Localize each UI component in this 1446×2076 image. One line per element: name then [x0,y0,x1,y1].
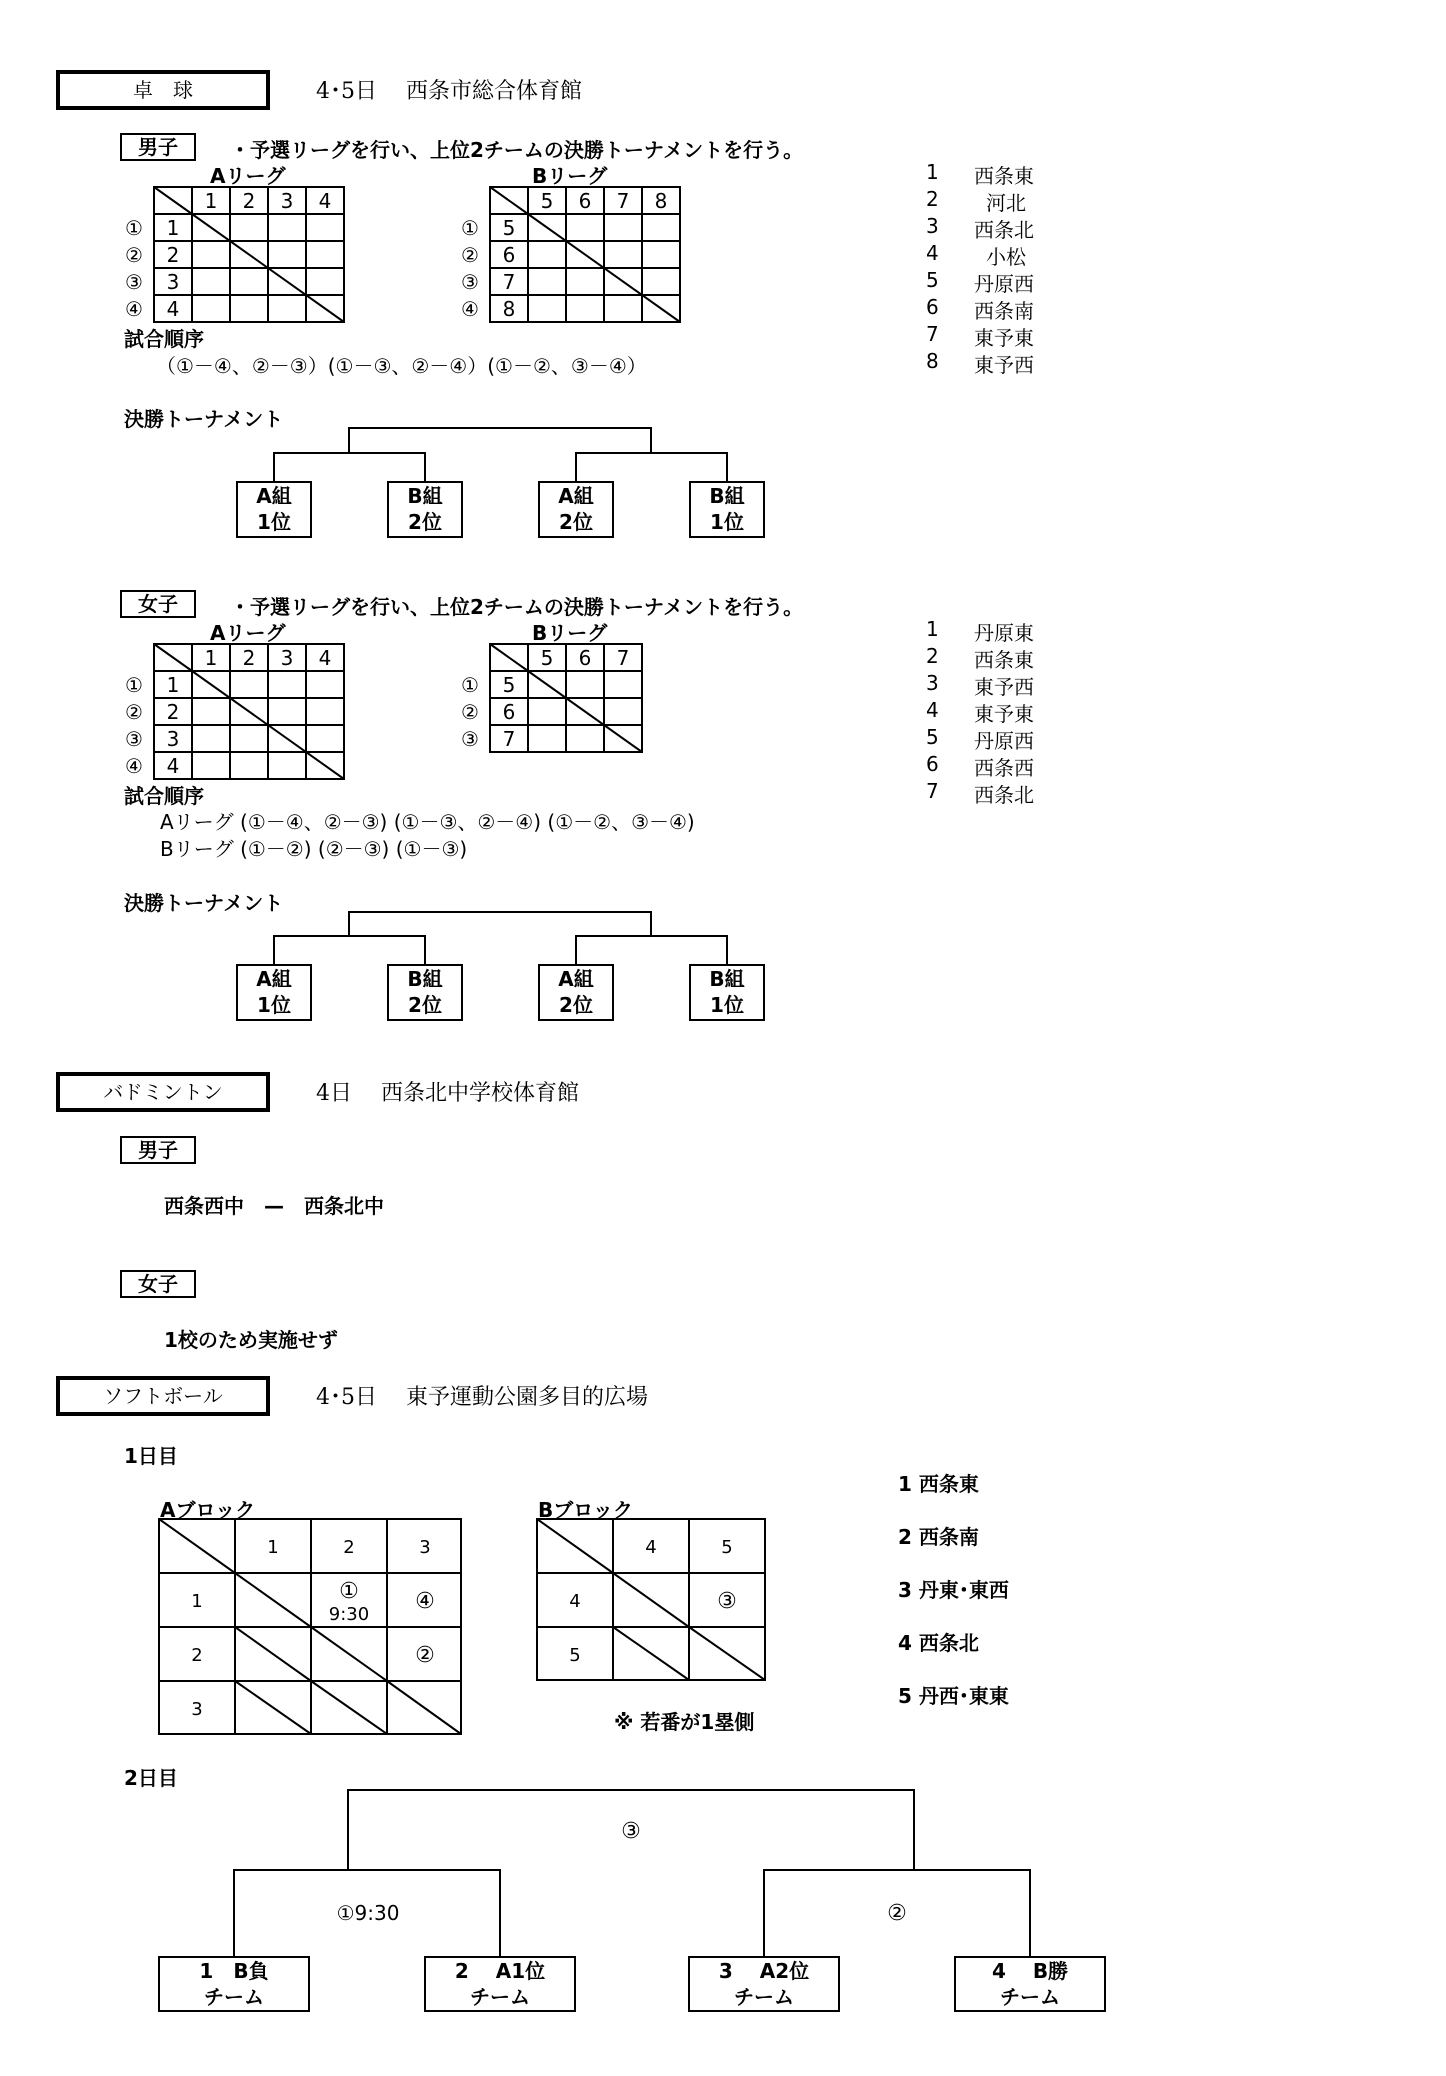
badminton-boys-match: 西条西中 — 西条北中 [164,1194,384,1218]
bracket-slot-line2: 1位 [710,510,744,534]
tt-girls-a-col-1: 1 [204,646,218,670]
tt-girls-order-b: Bリーグ (①－②) (②－③) (①－③) [160,837,468,861]
tt-girls-b-seed-mark: ③ [461,727,479,751]
tt-girls-a-col-2: 2 [242,646,256,670]
team-name: 西条西 [974,756,1034,780]
softball-team-item: 1 西条東 [898,1472,979,1496]
team-number: 7 [926,322,939,346]
team-name: 東予西 [974,353,1034,377]
team-number: 5 [926,268,939,292]
tt-girls-b-seed-mark: ① [461,673,479,697]
bracket-slot-line1: A組 [256,967,292,991]
tt-boys-b-seed-mark: ① [461,216,479,240]
bracket-slot-line2: 2位 [408,510,442,534]
team-number: 3 [926,214,939,238]
softball-a-row-3: 3 [191,1699,203,1720]
tt-boys-a-row-1: 1 [166,216,180,240]
bracket-slot [158,1956,310,2012]
softball-b-col-5: 5 [721,1537,733,1558]
tt-girls-a-seed-mark: ② [125,700,143,724]
team-name: 西条東 [974,648,1034,672]
team-number: 1 [926,160,939,184]
team-number: 4 [926,698,939,722]
tt-boys-b-col-7: 7 [616,189,630,213]
team-name: 西条南 [974,299,1034,323]
bracket-slot-line2: 1位 [710,993,744,1017]
tt-boys-a-row-2: 2 [166,243,180,267]
bracket-slot [424,1956,576,2012]
softball-b-game-3-mark: ③ [717,1589,737,1614]
softball-b-col-4: 4 [645,1537,657,1558]
bracket-slot-line2: チーム [204,1985,264,2009]
tt-boys-order-line: （①－④、②－③）(①－③、②－④）(①－②、③－④） [156,354,647,378]
tt-girls-league-b-title: Bリーグ [532,621,608,645]
tt-girls-order-a: Aリーグ (①－④、②－③) (①－③、②－④) (①－②、③－④) [160,810,695,834]
tt-boys-final-label: 決勝トーナメント [124,407,284,431]
tt-girls-a-row-1: 1 [166,673,180,697]
team-name: 丹原西 [974,729,1034,753]
softball-left-match: ①9:30 [336,1901,400,1925]
tt-boys-a-col-3: 3 [280,189,294,213]
bracket-slot-line1: 1 B負 [199,1959,269,1983]
team-number: 6 [926,295,939,319]
bracket-slot-line2: チーム [1000,1985,1060,2009]
tt-girls-b-col-7: 7 [616,646,630,670]
tt-boys-label: 男子 [120,133,196,161]
tt-girls-b-seed-mark: ② [461,700,479,724]
badminton-boys-label: 男子 [120,1136,196,1164]
team-number: 8 [926,349,939,373]
tt-girls-a-seed-mark: ① [125,673,143,697]
tt-boys-b-seed-mark: ④ [461,297,479,321]
softball-a-row-2: 2 [191,1645,203,1666]
bracket-slot-line1: 2 A1位 [454,1959,546,1983]
tt-boys-a-col-1: 1 [204,189,218,213]
bracket-slot-line2: 2位 [559,510,593,534]
bracket-slot-line2: 2位 [559,993,593,1017]
tt-boys-a-row-3: 3 [166,270,180,294]
bracket-slot [954,1956,1106,2012]
softball-day1-label: 1日目 [124,1444,178,1468]
tt-boys-b-row-5: 5 [502,216,516,240]
tt-boys-b-seed-mark: ③ [461,270,479,294]
bracket-slot-line1: B組 [709,967,745,991]
tt-boys-a-row-4: 4 [166,297,180,321]
tt-girls-b-col-6: 6 [578,646,592,670]
team-name: 東予東 [974,702,1034,726]
tt-girls-a-col-3: 3 [280,646,294,670]
tt-girls-note: ・予選リーグを行い、上位2チームの決勝トーナメントを行う。 [230,595,804,619]
tt-girls-label: 女子 [120,590,196,618]
softball-a-col-2: 2 [343,1537,355,1558]
tt-girls-a-seed-mark: ③ [125,727,143,751]
tt-boys-a-col-2: 2 [242,189,256,213]
team-name: 西条北 [974,218,1034,242]
bracket-slot-line2: 2位 [408,993,442,1017]
tt-girls-b-row-7: 7 [502,727,516,751]
tt-boys-b-col-8: 8 [654,189,668,213]
softball-right-match: ② [887,1901,907,1926]
softball-final-mark: ③ [621,1819,641,1844]
softball-a-game-1-mark: ① [339,1579,359,1604]
softball-team-item: 3 丹東･東西 [898,1578,1009,1602]
table-tennis-title: 卓 球 [133,78,193,102]
bracket-slot-line1: A組 [558,967,594,991]
softball-a-game-4-mark: ④ [415,1589,435,1614]
softball-title: ソフトボール [103,1384,223,1408]
tt-boys-b-col-6: 6 [578,189,592,213]
team-name: 丹原東 [974,621,1034,645]
team-name: 河北 [986,191,1026,215]
softball-block-a-title: Aブロック [160,1498,256,1522]
bracket-slot-line1: B組 [407,967,443,991]
tt-boys-b-col-5: 5 [540,189,554,213]
bracket-slot [688,1956,840,2012]
tt-boys-a-seed-mark: ① [125,216,143,240]
tt-boys-b-seed-mark: ② [461,243,479,267]
badminton-girls-note: 1校のため実施せず [164,1328,338,1352]
team-name: 東予東 [974,326,1034,350]
softball-a-col-1: 1 [267,1537,279,1558]
softball-info: 4･5日 東予運動公園多目的広場 [316,1385,648,1410]
tt-boys-b-row-8: 8 [502,297,516,321]
table-tennis-info: 4･5日 西条市総合体育館 [316,79,582,104]
badminton-title: バドミントン [103,1080,223,1104]
team-name: 西条東 [974,164,1034,188]
tt-girls-a-col-4: 4 [318,646,332,670]
tt-girls-b-row-6: 6 [502,700,516,724]
bracket-slot-line2: チーム [470,1985,530,2009]
bracket-slot-line2: 1位 [257,510,291,534]
tt-girls-league-a-title: Aリーグ [210,621,286,645]
badminton-girls-label: 女子 [120,1270,196,1298]
softball-a-game-1-time: 9:30 [328,1604,370,1625]
softball-b-row-5: 5 [569,1645,581,1666]
tt-boys-a-seed-mark: ④ [125,297,143,321]
team-name: 小松 [986,245,1026,269]
softball-note: ※ 若番が1塁側 [614,1710,755,1734]
bracket-slot-line1: A組 [256,484,292,508]
bracket-slot-line1: 4 B勝 [991,1959,1069,1983]
tt-boys-league-a-title: Aリーグ [210,164,286,188]
tt-boys-note: ・予選リーグを行い、上位2チームの決勝トーナメントを行う。 [230,138,804,162]
tt-girls-b-row-5: 5 [502,673,516,697]
tt-girls-b-col-5: 5 [540,646,554,670]
team-number: 4 [926,241,939,265]
team-name: 東予西 [974,675,1034,699]
tt-boys-league-b-title: Bリーグ [532,164,608,188]
softball-team-item: 5 丹西･東東 [898,1684,1009,1708]
tt-girls-a-row-3: 3 [166,727,180,751]
tt-girls-a-row-4: 4 [166,754,180,778]
tt-girls-final-label: 決勝トーナメント [124,891,284,915]
softball-b-row-4: 4 [569,1591,581,1612]
tt-boys-a-col-4: 4 [318,189,332,213]
softball-team-item: 2 西条南 [898,1525,979,1549]
softball-block-b-title: Bブロック [538,1498,633,1522]
team-name: 丹原西 [974,272,1034,296]
bracket-slot-line1: A組 [558,484,594,508]
team-number: 1 [926,617,939,641]
tt-boys-a-seed-mark: ② [125,243,143,267]
tt-boys-order-label: 試合順序 [124,327,204,351]
team-number: 6 [926,752,939,776]
team-name: 西条北 [974,783,1034,807]
team-number: 3 [926,671,939,695]
softball-a-col-3: 3 [419,1537,431,1558]
tt-girls-a-row-2: 2 [166,700,180,724]
badminton-info: 4日 西条北中学校体育館 [316,1081,579,1106]
softball-a-row-1: 1 [191,1591,203,1612]
tt-boys-b-row-6: 6 [502,243,516,267]
tt-boys-b-row-7: 7 [502,270,516,294]
tt-girls-a-seed-mark: ④ [125,754,143,778]
softball-a-game-2-mark: ② [415,1643,435,1668]
tt-boys-a-seed-mark: ③ [125,270,143,294]
team-number: 7 [926,779,939,803]
team-number: 2 [926,644,939,668]
bracket-slot-line1: 3 A2位 [718,1959,810,1983]
softball-day2-label: 2日目 [124,1766,178,1790]
softball-team-item: 4 西条北 [898,1631,979,1655]
team-number: 2 [926,187,939,211]
bracket-slot-line1: B組 [407,484,443,508]
tt-girls-order-label: 試合順序 [124,784,204,808]
bracket-slot-line2: チーム [734,1985,794,2009]
bracket-slot-line2: 1位 [257,993,291,1017]
bracket-slot-line1: B組 [709,484,745,508]
team-number: 5 [926,725,939,749]
